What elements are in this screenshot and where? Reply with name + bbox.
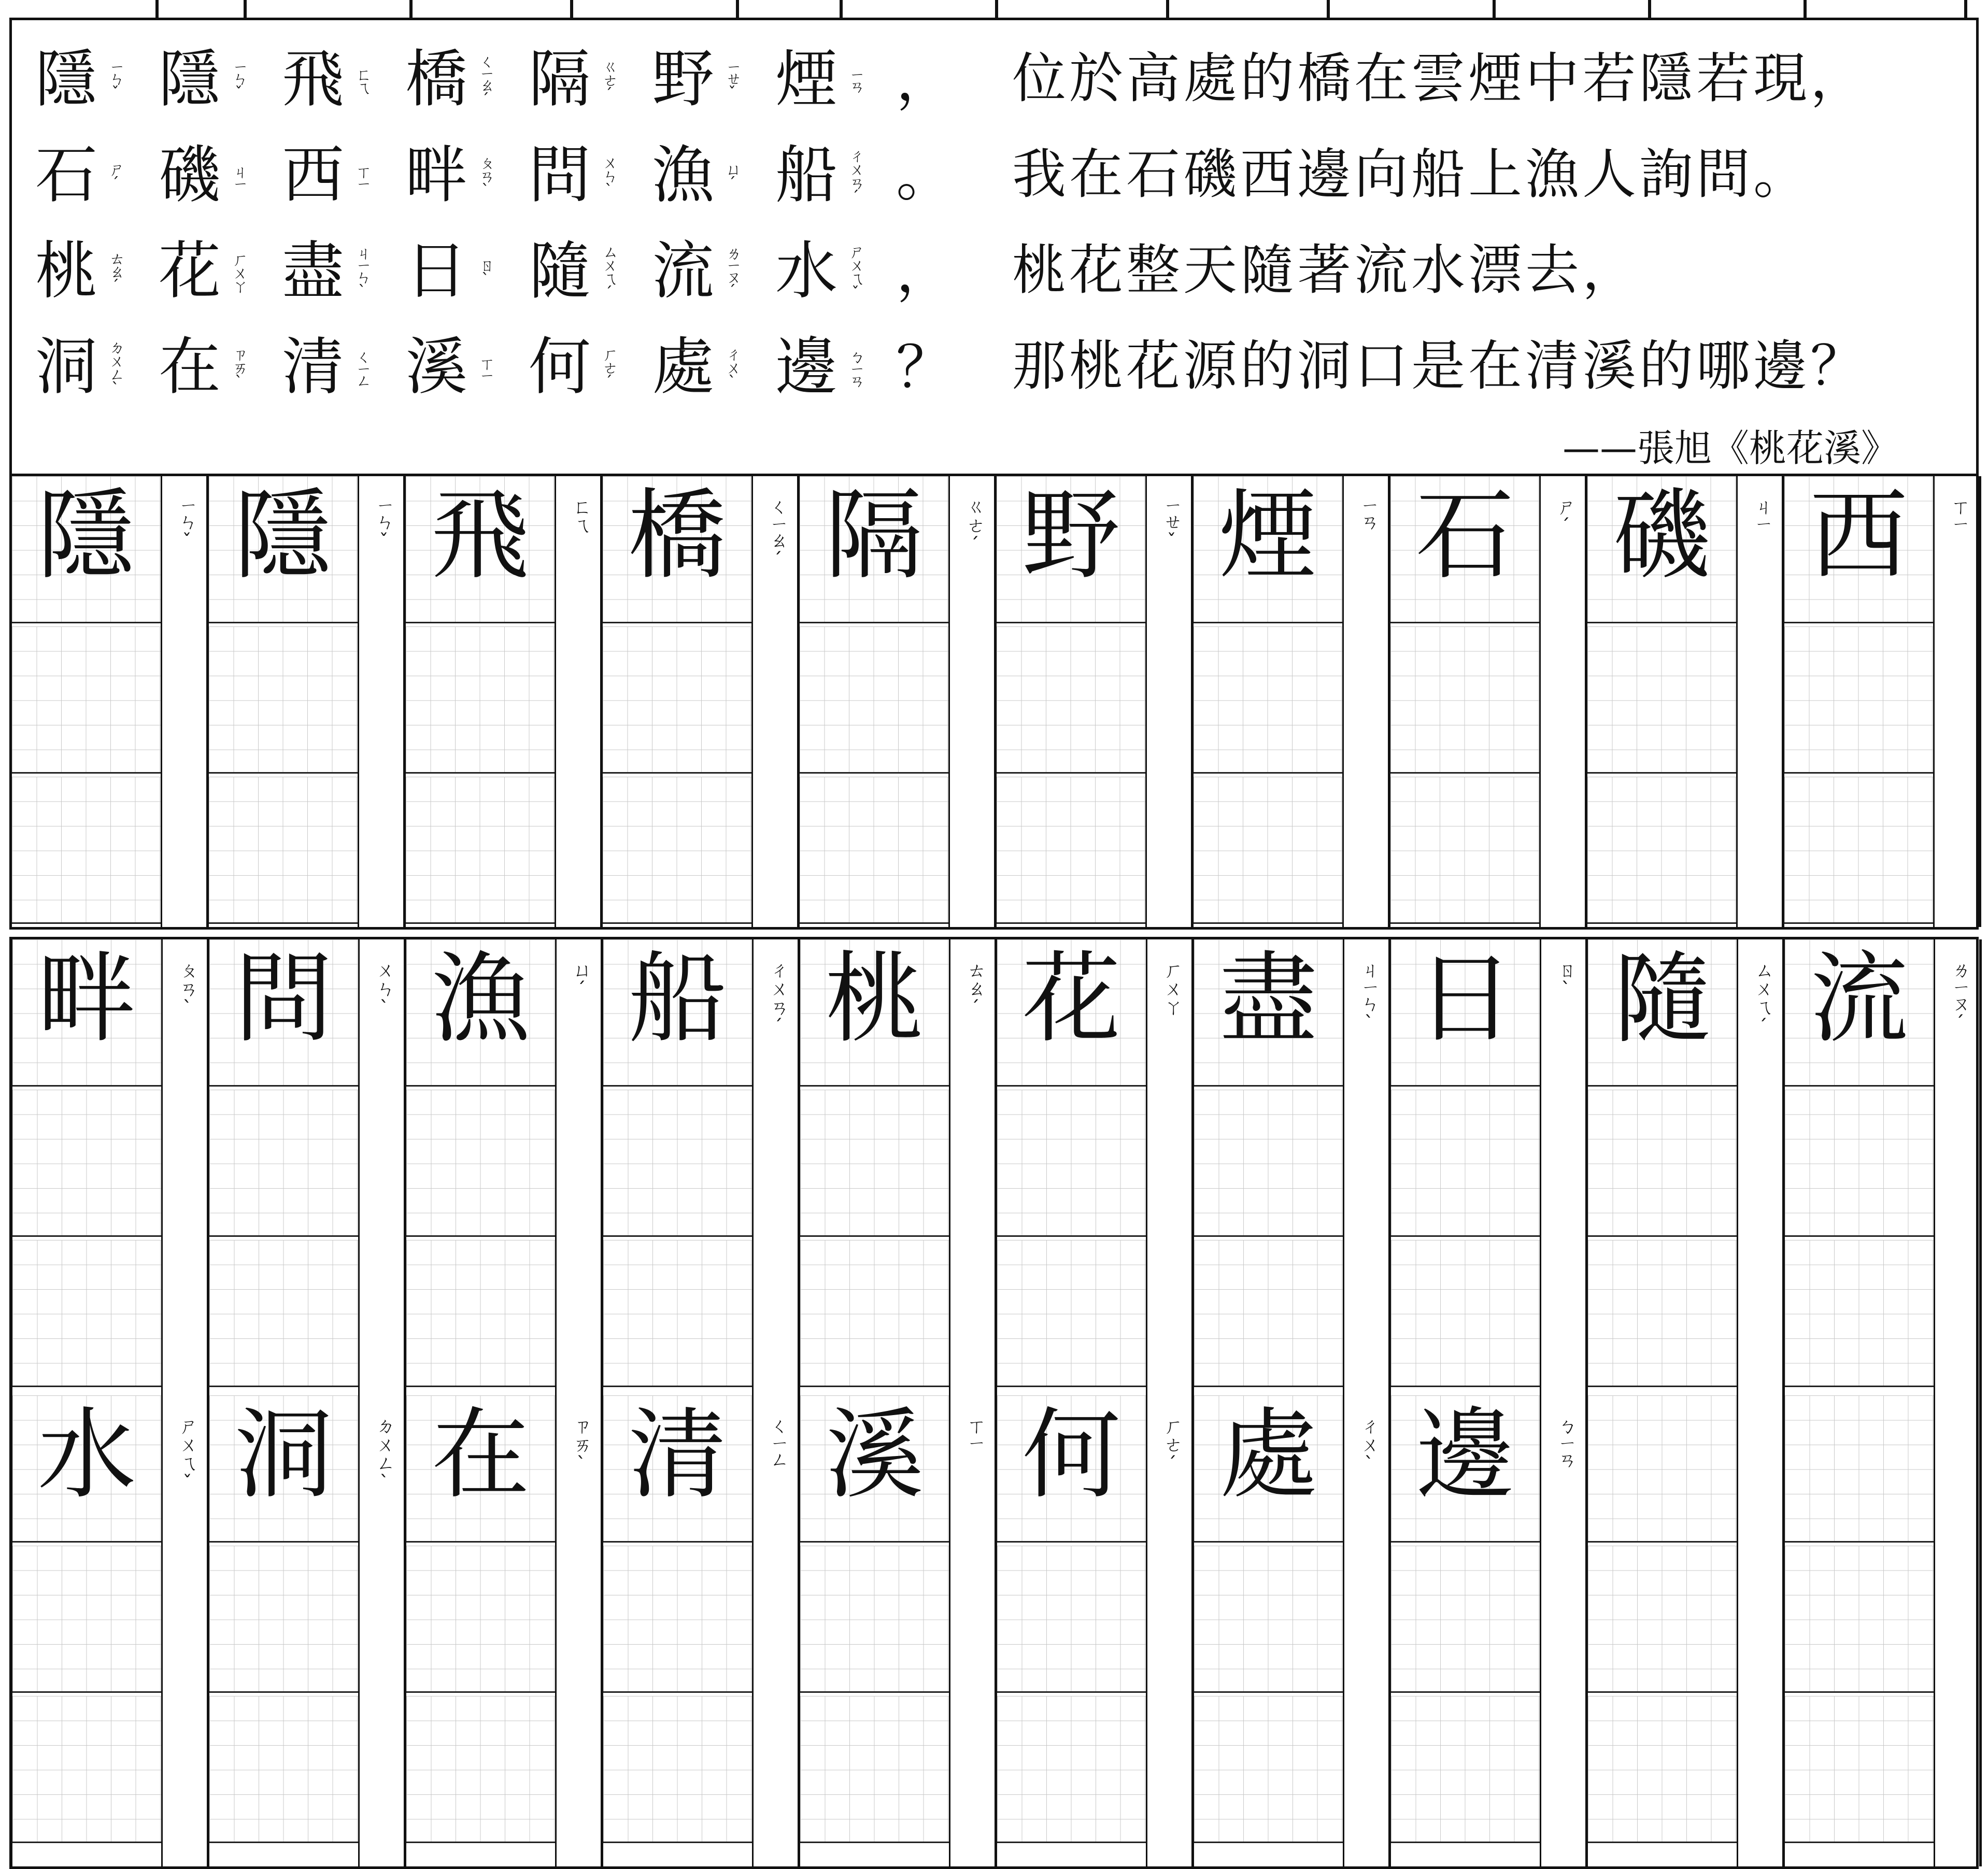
zhuyin-annotation: ㄖˋ (476, 256, 494, 287)
practice-cell[interactable] (12, 626, 161, 774)
practice-cell[interactable] (997, 777, 1145, 924)
poem-character: 溪 (405, 331, 467, 403)
model-character: 洞 (234, 1397, 333, 1512)
zhuyin-label: ㄕㄨㄟˇ (177, 1416, 198, 1493)
character-column (12, 939, 163, 1866)
zhuyin-annotation: ㄉㄨㄥˋ (106, 339, 124, 396)
zhuyin-column (754, 939, 800, 1866)
zhuyin-label: ㄕˊ (1555, 497, 1576, 537)
poem-character: 清 (282, 331, 344, 403)
translation-line: 位於高處的橋在雲煙中若隱若現， (1012, 47, 1868, 110)
practice-cell[interactable] (209, 626, 358, 774)
character-column (209, 476, 359, 927)
zhuyin-column (1738, 939, 1785, 1866)
model-cell (1194, 1395, 1343, 1543)
model-character: 漁 (431, 941, 530, 1056)
practice-cell[interactable] (406, 1546, 555, 1693)
poem-character: 盡 (282, 235, 344, 307)
practice-cell[interactable] (997, 1696, 1146, 1843)
poem-char-cell (403, 126, 526, 225)
character-column (800, 939, 950, 1866)
model-character: 清 (628, 1397, 727, 1512)
zhuyin-annotation: ㄧㄣˇ (230, 60, 248, 100)
practice-cell[interactable] (406, 777, 555, 924)
zhuyin-annotation: ㄌㄧㄡˊ (723, 245, 741, 298)
model-cell (997, 476, 1145, 623)
zhuyin-annotation: ㄧㄝˇ (723, 60, 741, 100)
ruler-tick (1648, 0, 1651, 18)
practice-cell[interactable] (800, 1090, 949, 1237)
model-character: 隔 (825, 478, 924, 593)
character-column (12, 476, 162, 927)
poem-punctuation: ， (896, 47, 953, 113)
model-character: 野 (1021, 478, 1120, 593)
zhuyin-column (1935, 476, 1981, 927)
practice-cell[interactable] (1785, 1696, 1934, 1843)
poem-char-cell (33, 31, 156, 129)
model-cell (1587, 476, 1736, 623)
practice-cell[interactable] (1194, 1546, 1343, 1693)
poem-char-cell (279, 126, 403, 225)
zhuyin-column (1344, 939, 1391, 1866)
model-cell (603, 476, 751, 623)
practice-cell[interactable] (997, 1240, 1146, 1387)
model-character: 隱 (37, 478, 136, 593)
model-character: 水 (37, 1397, 136, 1512)
practice-cell[interactable] (1390, 777, 1539, 924)
practice-cell[interactable] (12, 1090, 161, 1237)
character-column (1391, 939, 1541, 1866)
practice-cell[interactable] (603, 1696, 752, 1843)
zhuyin-label: ㄅㄧㄢ (1555, 1416, 1577, 1468)
zhuyin-column (359, 476, 406, 927)
practice-cell[interactable] (1588, 1090, 1737, 1237)
zhuyin-label: ㄑㄧㄥ (768, 1416, 789, 1468)
practice-cell[interactable] (1194, 626, 1342, 774)
practice-cell[interactable] (12, 777, 161, 924)
poem-char-cell (773, 318, 896, 417)
zhuyin-annotation: ㄩˊ (723, 161, 741, 191)
practice-cell[interactable] (1390, 626, 1539, 774)
zhuyin-annotation: ㄙㄨㄟˊ (600, 243, 618, 300)
model-cell (1588, 1395, 1737, 1543)
zhuyin-column (950, 476, 997, 927)
character-column (406, 939, 557, 1866)
poem-character: 在 (159, 331, 221, 403)
poem-line (33, 318, 953, 417)
practice-cell[interactable] (209, 1090, 358, 1237)
poem-line (33, 126, 953, 225)
model-character: 日 (1416, 941, 1515, 1056)
zhuyin-label: ㄆㄢˋ (177, 960, 198, 1019)
ruler-tick (1804, 0, 1807, 18)
practice-cell[interactable] (800, 1696, 949, 1843)
poem-character: 野 (652, 44, 714, 116)
model-cell (12, 1395, 161, 1543)
model-cell (1391, 1395, 1540, 1543)
zhuyin-annotation: ㄗㄞˋ (230, 346, 248, 389)
character-column (1390, 476, 1541, 927)
zhuyin-annotation: ㄐㄧㄣˋ (353, 245, 371, 298)
zhuyin-label: ㄉㄨㄥˋ (374, 1416, 395, 1493)
zhuyin-label: ㄏㄜˊ (1161, 1416, 1183, 1475)
practice-cell[interactable] (603, 1240, 752, 1387)
model-character: 隱 (234, 478, 333, 593)
translation-line: 那桃花源的洞口是在清溪的哪邊？ (1012, 334, 1868, 397)
ruler-tick (1493, 0, 1496, 18)
practice-cell[interactable] (1784, 626, 1933, 774)
practice-cell[interactable] (1588, 1546, 1737, 1693)
zhuyin-annotation: ㄈㄟ (353, 66, 371, 93)
practice-grid-block-2 (9, 937, 1979, 1869)
zhuyin-annotation: ㄕㄨㄟˇ (846, 243, 864, 300)
model-cell (800, 939, 949, 1087)
practice-cell[interactable] (997, 1546, 1146, 1693)
zhuyin-label: ㄧㄝˇ (1161, 497, 1182, 552)
poem-panel (9, 18, 1979, 474)
ruler-tick (155, 0, 159, 18)
practice-cell[interactable] (209, 777, 358, 924)
practice-cell[interactable] (209, 1696, 358, 1843)
poem-punctuation: 。 (896, 142, 953, 209)
character-column (1194, 939, 1344, 1866)
poem-char-cell (156, 318, 279, 417)
poem-char-cell (403, 31, 526, 129)
model-character: 處 (1219, 1397, 1318, 1512)
poem-character: 飛 (282, 44, 344, 116)
zhuyin-label: ㄨㄣˋ (374, 960, 395, 1019)
translation-line: 桃花整天隨著流水漂去， (1012, 238, 1640, 302)
model-character: 西 (1809, 478, 1908, 593)
model-character: 花 (1022, 941, 1121, 1056)
zhuyin-label: ㄐㄧㄣˋ (1358, 960, 1380, 1034)
practice-cell[interactable] (406, 626, 555, 774)
model-cell (1785, 939, 1934, 1087)
zhuyin-column (163, 939, 209, 1866)
ruler-tick (1166, 0, 1169, 18)
practice-cell[interactable] (1785, 1090, 1934, 1237)
zhuyin-label: ㄧㄣˇ (373, 497, 394, 552)
character-column (1784, 476, 1935, 927)
practice-cell[interactable] (209, 1546, 358, 1693)
poem-char-cell (156, 222, 279, 321)
model-character: 問 (234, 941, 333, 1056)
model-cell (406, 1395, 555, 1543)
practice-cell[interactable] (1784, 777, 1933, 924)
poem-line (33, 222, 953, 321)
model-cell (800, 476, 948, 623)
zhuyin-column (1541, 939, 1588, 1866)
character-column (209, 939, 360, 1866)
zhuyin-column (557, 939, 603, 1866)
practice-cell[interactable] (1194, 1240, 1343, 1387)
ruler-tick (409, 0, 413, 18)
model-character: 煙 (1218, 478, 1317, 593)
model-cell (12, 476, 161, 623)
poem-character: 日 (405, 235, 467, 307)
model-cell (1784, 476, 1933, 623)
model-cell (1194, 939, 1343, 1087)
practice-cell[interactable] (1785, 1240, 1934, 1387)
character-column (1194, 476, 1344, 927)
poem-character: 磯 (159, 139, 221, 211)
zhuyin-annotation: ㄍㄜˊ (600, 58, 618, 102)
model-character: 磯 (1612, 478, 1711, 593)
zhuyin-column (1935, 939, 1982, 1866)
model-character: 在 (431, 1397, 530, 1512)
character-column (603, 939, 754, 1866)
zhuyin-label: ㄒㄧ (964, 1416, 986, 1450)
model-character: 橋 (628, 478, 727, 593)
poem-char-cell (33, 222, 156, 321)
poem-character: 隱 (159, 44, 221, 116)
zhuyin-column (753, 476, 800, 927)
zhuyin-column (1147, 476, 1194, 927)
ruler-tick (244, 0, 247, 18)
model-cell (406, 476, 555, 623)
model-character: 畔 (37, 941, 136, 1056)
zhuyin-label: ㄧㄣˇ (176, 497, 197, 552)
zhuyin-label: ㄖˋ (1555, 960, 1577, 1000)
practice-cell[interactable] (1391, 1090, 1540, 1237)
zhuyin-annotation: ㄏㄨㄚ (230, 251, 248, 292)
zhuyin-label: ㄗㄞˋ (571, 1416, 592, 1475)
poem-char-cell (773, 222, 896, 321)
practice-cell[interactable] (1194, 1696, 1343, 1843)
poem-character: 流 (652, 235, 714, 307)
model-cell (997, 1395, 1146, 1543)
zhuyin-label: ㄔㄨˋ (1358, 1416, 1380, 1475)
model-character: 流 (1810, 941, 1909, 1056)
poem-character: 洞 (35, 331, 97, 403)
zhuyin-column (1147, 939, 1194, 1866)
zhuyin-annotation: ㄏㄜˊ (600, 346, 618, 389)
zhuyin-annotation: ㄑㄧㄥ (353, 349, 371, 386)
model-cell (209, 476, 358, 623)
poem-char-cell (526, 318, 649, 417)
ruler-tick (570, 0, 573, 18)
practice-cell[interactable] (800, 626, 948, 774)
zhuyin-column (1344, 476, 1390, 927)
practice-grid-block-1 (9, 474, 1979, 930)
poem-char-cell (156, 31, 279, 129)
model-cell (406, 939, 555, 1087)
practice-cell[interactable] (1391, 1240, 1540, 1387)
model-character: 飛 (431, 478, 530, 593)
zhuyin-annotation: ㄕˊ (106, 161, 124, 191)
poem-character: 煙 (775, 44, 837, 116)
practice-cell[interactable] (406, 1696, 555, 1843)
poem-char-cell (279, 222, 403, 321)
zhuyin-annotation: ㄧㄣˇ (106, 60, 124, 100)
character-column (997, 476, 1147, 927)
practice-cell[interactable] (603, 1090, 752, 1237)
practice-cell[interactable] (997, 626, 1145, 774)
model-cell (209, 1395, 358, 1543)
poem-char-cell (526, 222, 649, 321)
zhuyin-column (1738, 476, 1784, 927)
zhuyin-annotation: ㄆㄢˋ (476, 154, 494, 197)
poem-char-cell (156, 126, 279, 225)
practice-cell[interactable] (603, 777, 751, 924)
model-character: 何 (1022, 1397, 1121, 1512)
zhuyin-label: ㄐㄧ (1752, 497, 1773, 531)
zhuyin-annotation: ㄑㄧㄠˊ (476, 53, 494, 107)
poem-character: 隱 (35, 44, 97, 116)
poem-character: 船 (775, 139, 837, 211)
model-cell (1390, 476, 1539, 623)
practice-cell[interactable] (1785, 1546, 1934, 1693)
poem-char-cell (649, 31, 773, 129)
model-cell (603, 1395, 752, 1543)
model-character: 船 (628, 941, 727, 1056)
zhuyin-label: ㄈㄟ (570, 497, 591, 534)
practice-cell[interactable] (1588, 1240, 1737, 1387)
model-cell (800, 1395, 949, 1543)
poem-punctuation: ， (896, 238, 953, 305)
character-column (800, 476, 950, 927)
ruler-tick (736, 0, 739, 18)
poem-char-cell (773, 126, 896, 225)
model-character: 盡 (1219, 941, 1318, 1056)
ruler-tick (1964, 0, 1967, 18)
model-cell (603, 939, 752, 1087)
practice-cell[interactable] (1588, 1696, 1737, 1843)
model-cell (1785, 1395, 1934, 1543)
zhuyin-column (360, 939, 406, 1866)
model-character: 隨 (1613, 941, 1712, 1056)
poem-character: 西 (282, 139, 344, 211)
poem-char-cell (279, 31, 403, 129)
model-character: 石 (1415, 478, 1514, 593)
practice-cell[interactable] (1391, 1696, 1540, 1843)
model-cell (1391, 939, 1540, 1087)
poem-character: 邊 (775, 331, 837, 403)
practice-cell[interactable] (1587, 777, 1736, 924)
practice-cell[interactable] (12, 1240, 161, 1387)
practice-cell[interactable] (1587, 626, 1736, 774)
zhuyin-label: ㄊㄠˊ (964, 960, 986, 1019)
zhuyin-label: ㄔㄨㄢˊ (768, 960, 789, 1037)
zhuyin-label: ㄍㄜˊ (964, 497, 985, 555)
poem-character: 花 (159, 235, 221, 307)
poem-character: 隔 (529, 44, 591, 116)
zhuyin-label: ㄒㄧ (1949, 497, 1970, 531)
practice-cell[interactable] (1391, 1546, 1540, 1693)
practice-cell[interactable] (209, 1240, 358, 1387)
model-cell (1588, 939, 1737, 1087)
zhuyin-label: ㄩˊ (571, 960, 592, 1000)
poem-character: 畔 (405, 139, 467, 211)
character-column (1785, 939, 1935, 1866)
zhuyin-annotation: ㄔㄨˋ (723, 346, 741, 389)
character-column (406, 476, 556, 927)
zhuyin-label: ㄏㄨㄚ (1161, 960, 1183, 1016)
poem-char-cell (649, 222, 773, 321)
model-character: 溪 (825, 1397, 924, 1512)
zhuyin-column (1541, 476, 1587, 927)
practice-cell[interactable] (603, 626, 751, 774)
poem-character: 橋 (405, 44, 467, 116)
poem-char-cell (773, 31, 896, 129)
zhuyin-annotation: ㄅㄧㄢ (846, 349, 864, 386)
poem-char-cell (33, 318, 156, 417)
poem-char-cell (649, 318, 773, 417)
poem-char-cell (526, 31, 649, 129)
practice-cell[interactable] (12, 1546, 161, 1693)
ruler-tick (840, 0, 843, 18)
poem-character: 水 (775, 235, 837, 307)
zhuyin-annotation: ㄐㄧ (230, 164, 248, 188)
poem-char-cell (403, 222, 526, 321)
poem-character: 隨 (529, 235, 591, 307)
poem-char-cell (649, 126, 773, 225)
zhuyin-column (162, 476, 209, 927)
poem-punctuation: ？ (896, 334, 953, 401)
practice-cell[interactable] (800, 777, 948, 924)
zhuyin-label: ㄑㄧㄠˊ (767, 497, 788, 570)
poem-char-cell (279, 318, 403, 417)
zhuyin-column (950, 939, 997, 1866)
poem-character: 處 (652, 331, 714, 403)
practice-cell[interactable] (1194, 1090, 1343, 1237)
ruler-tick (1327, 0, 1330, 18)
poem-character: 漁 (652, 139, 714, 211)
poem-character: 石 (35, 139, 97, 211)
poem-char-cell (403, 318, 526, 417)
practice-cell[interactable] (12, 1696, 161, 1843)
zhuyin-annotation: ㄧㄢ (846, 68, 864, 92)
model-cell (997, 939, 1146, 1087)
zhuyin-annotation: ㄔㄨㄢˊ (846, 147, 864, 204)
translation-line: 我在石磯西邊向船上漁人詢問。 (1012, 142, 1811, 206)
poem-character: 問 (529, 139, 591, 211)
practice-cell[interactable] (406, 1240, 555, 1387)
practice-cell[interactable] (603, 1546, 752, 1693)
poem-line (33, 31, 953, 129)
model-cell (209, 939, 358, 1087)
zhuyin-annotation: ㄒㄧ (353, 164, 371, 188)
practice-cell[interactable] (800, 1546, 949, 1693)
zhuyin-label: ㄌㄧㄡˊ (1949, 960, 1970, 1034)
zhuyin-annotation: ㄒㄧ (476, 355, 494, 379)
poem-attribution: ——張旭《桃花溪》 (1562, 426, 1898, 470)
zhuyin-column (556, 476, 603, 927)
poem-character: 桃 (35, 235, 97, 307)
ruler-tick (995, 0, 998, 18)
practice-cell[interactable] (800, 1240, 949, 1387)
practice-cell[interactable] (406, 1090, 555, 1237)
model-cell (1194, 476, 1342, 623)
character-column (1588, 939, 1738, 1866)
poem-character: 何 (529, 331, 591, 403)
model-cell (12, 939, 161, 1087)
character-column (997, 939, 1147, 1866)
practice-cell[interactable] (997, 1090, 1146, 1237)
poem-char-cell (33, 126, 156, 225)
character-column (1587, 476, 1738, 927)
model-character: 桃 (825, 941, 924, 1056)
poem-char-cell (526, 126, 649, 225)
zhuyin-label: ㄧㄢ (1358, 497, 1379, 531)
model-character: 邊 (1416, 1397, 1515, 1512)
character-column (603, 476, 753, 927)
zhuyin-annotation: ㄨㄣˋ (600, 154, 618, 197)
zhuyin-label: ㄙㄨㄟˊ (1752, 960, 1773, 1037)
practice-cell[interactable] (1194, 777, 1342, 924)
zhuyin-annotation: ㄊㄠˊ (106, 250, 124, 293)
